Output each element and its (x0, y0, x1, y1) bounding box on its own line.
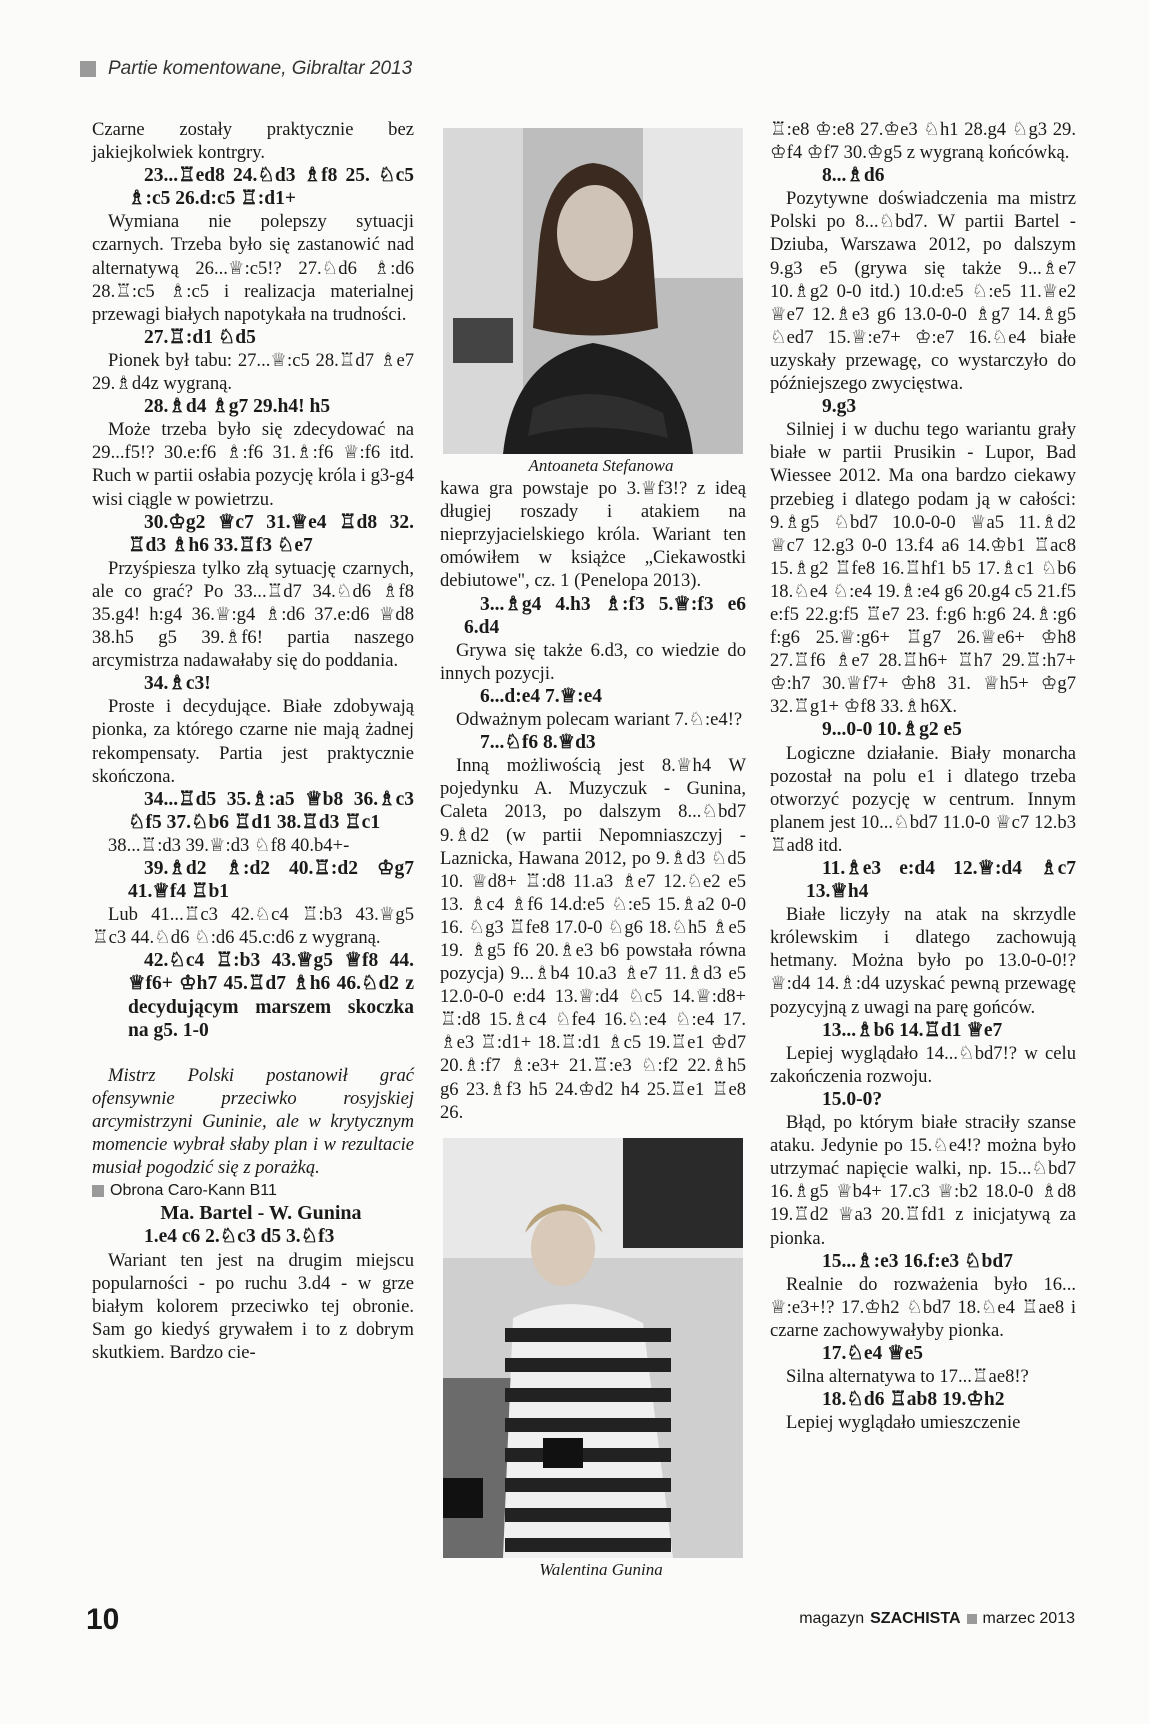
column-1 (92, 118, 414, 1364)
paragraph: Wymiana nie polepszy sytuacji czarnych. Trzeba było się zastanowić nad alternatywą 26...♕:c5!? 27.♘d6 ♗:d6 28.♖:c5 ♗:c5 i realizacja materialnej przewagi białych napotykała na trudności. (92, 211, 414, 325)
paragraph: Wariant ten jest na drugim miejscu popularności - po ruchu 3.d4 - w grze białym kolorem przeciwko tej obronie. Sam go kiedyś grywałem i to z dobrym skutkiem. Bardzo cie- (92, 1249, 414, 1363)
paragraph: ♖:e8 ♔:e8 27.♔e3 ♘h1 28.g4 ♘g3 29. ♔f4 ♔f7 30.♔g5 z wygraną końcówką. (770, 119, 1076, 164)
footer-square-icon (967, 1614, 977, 1624)
magazine-name: SZACHISTA (870, 1610, 961, 1627)
move-line: 6...d:e4 7.♕:e4 (480, 685, 602, 707)
move-line: 8...♗d6 (822, 165, 885, 187)
page-number: 10 (86, 1603, 120, 1636)
move-line: 15.0-0? (822, 1088, 883, 1110)
move-line: 9.g3 (822, 396, 857, 418)
move-line: 39.♗d2 ♗:d2 40.♖:d2 ♔g7 41.♕f4 ♖b1 (128, 858, 414, 903)
column-3 (770, 118, 1076, 1434)
photo-caption: Antoaneta Stefanowa (528, 456, 674, 475)
magazine-footer (799, 1610, 1075, 1628)
move-line: 42.♘c4 ♖:b3 43.♕g5 ♕f8 44. ♕f6+ ♔h7 45.♖d7 ♗h6 46.♘d2 z decydującym marszem skoczka na g5. 1-0 (128, 950, 414, 1041)
paragraph: Pozytywne doświadczenia ma mistrz Polski po 8...♘bd7. W partii Bartel - Dziuba, Warszawa 2012, po dalszym 9.g3 e5 (grywa się także 9...♗e7 10.♗g2 0-0 itd.) 10.d:e5 ♘:e5 11.♕e2 ♕e7 12.♗e3 g6 13.0-0-0 ♗g7 14.♗g5 ♘ed7 15.♕:e7+ ♔:e7 16.♘e4 białe uzyskały przewagę, co wystarczyło do późniejszego zwycięstwa. (770, 188, 1076, 395)
paragraph: Logiczne działanie. Biały monarcha pozostał na polu e1 i dlatego trzeba otworzyć pozycję w centrum. Innym planem jest 10...♘bd7 11.0-0 ♕c7 12.b3 ♖ad8 itd. (770, 742, 1076, 856)
game-players: Ma. Bartel - W. Gunina (160, 1202, 362, 1225)
paragraph: Białe liczyły na atak na skrzydle królewskim i dlatego zachowują hetmany. Można było po 13.0-0-0!? ♕:d4 14.♗:d4 uzyskać pewną przewagę pozycyjną z uwagi na parę gońców. (770, 904, 1076, 1018)
magazine-prefix: magazyn (799, 1610, 865, 1627)
paragraph: Realnie do rozważenia było 16... ♕:e3+!? 17.♔h2 ♘bd7 18.♘e4 ♖ae8 i czarne zachowywałyby pionka. (770, 1273, 1076, 1341)
paragraph: Błąd, po którym białe straciły szanse ataku. Jedynie po 15.♘e4!? można było utrzymać napięcie walki, np. 15...♘bd7 16.♗g5 ♕b4+ 17.c3 ♕:b2 18.0-0 ♗d8 19.♖d2 ♕a3 20.♖fd1 z inicjatywą za pionka. (770, 1112, 1076, 1249)
photo-caption: Walentina Gunina (539, 1559, 663, 1579)
portrait-image (443, 128, 743, 454)
move-line: 15...♗:e3 16.f:e3 ♘bd7 (822, 1250, 1013, 1272)
opening-label (92, 1179, 414, 1202)
opening-square-icon (92, 1185, 104, 1197)
paragraph: Może trzeba było się zdecydować na 29...f5!? 30.e:f6 ♗:f6 31.♗:f6 ♕:f6 itd. Ruch w partii osłabia pozycję króla i g3-g4 wisi ciągle w powietrzu. (92, 419, 414, 510)
move-line: 18.♘d6 ♖ab8 19.♔h2 (822, 1389, 1005, 1411)
paragraph: Grywa się także 6.d3, co wiedzie do innych pozycji. (440, 639, 746, 684)
issue-date: marzec 2013 (982, 1610, 1075, 1627)
paragraph: kawa gra powstaje po 3.♕f3!? z ideą długiej roszady i atakiem na nieprzyjacielskiego króla. Wariant ten omówiłem w książce „Ciekawostki debiutowe", cz. 1 (Penelopa 2013). (440, 478, 746, 592)
paragraph: Lub 41...♖c3 42.♘c4 ♖:b3 43.♕g5 ♖c3 44.♘d6 ♘:d6 45.c:d6 z wygraną. (92, 904, 414, 949)
paragraph: Silna alternatywa to 17...♖ae8!? (786, 1366, 1029, 1388)
header-square-icon (80, 61, 96, 77)
move-line: 13...♗b6 14.♖d1 ♕e7 (822, 1019, 1003, 1041)
paragraph: Proste i decydujące. Białe zdobywają pionka, za którego czarne nie mają żadnej rekompensaty. Partia jest praktycznie skończona. (92, 696, 414, 787)
opening-name: Obrona Caro-Kann B11 (110, 1182, 277, 1200)
move-line: 28.♗d4 ♗g7 29.h4! h5 (144, 396, 331, 418)
paragraph: Inną możliwością jest 8.♕h4 W pojedynku A. Muzyczuk - Gunina, Caleta 2013, po dalszym 8...♘bd7 9.♗d2 (w partii Nepomniaszczyj - Laznicka, Hawana 2012, po 9.♗d3 ♘d5 10. ♕d8+ ♖:d8 11.a3 ♗e7 12.♘e2 e5 13. ♗c4 ♗f6 14.d:e5 ♘:e5 15.♗a2 0-0 16. ♘g3 ♖fe8 17.0-0 ♘g6 18.♘h5 ♗e5 19. ♗g5 f6 20.♗e3 b6 powstała równa pozycja) 9...♗b4 10.a3 ♗e7 11.♗d3 e5 12.0-0-0 e:d4 13.♕:d4 ♘c5 14.♕:d8+ ♖:d8 15.♗c4 ♘fe4 16.♘:e4 ♘:e4 17. ♗e3 ♖:d1+ 18.♖:d1 ♗c5 19.♖e1 ♔d7 20.♗:f7 ♗:e3+ 21.♖:e3 ♘:f2 22.♗h5 g6 23.♗f3 h5 24.♔d2 h4 25.♖e1 ♖e8 26. (440, 755, 746, 1123)
running-header (80, 58, 412, 80)
paragraph: Lepiej wyglądało 14...♘bd7!? w celu zakończenia rozwoju. (770, 1042, 1076, 1087)
paragraph: Przyśpiesza tylko złą sytuację czarnych, ale co grać? Po 33...♖d7 34.♘d6 ♗f8 35.g4! h:g4 36.♕:g4 ♗:d6 37.e:d6 ♕d8 38.h5 g5 39.♗f6! partia naszego arcymistrza nadawałaby się do poddania. (92, 557, 414, 672)
move-line: 17.♘e4 ♕e5 (822, 1342, 924, 1364)
paragraph: Odważnym polecam wariant 7.♘:e4!? (456, 709, 743, 731)
move-line: 23...♖ed8 24.♘d3 ♗f8 25. ♘c5 ♗:c5 26.d:c5 ♖:d1+ (128, 165, 414, 210)
paragraph: Pionek był tabu: 27...♕:c5 28.♖d7 ♗e7 29.♗d4z wygraną. (92, 349, 414, 395)
photo-stefanowa (443, 128, 743, 454)
move-line: 7...♘f6 8.♕d3 (480, 732, 596, 754)
photo-gunina (443, 1138, 743, 1558)
move-line: 1.e4 c6 2.♘c3 d5 3.♘f3 (144, 1226, 335, 1248)
paragraph: Czarne zostały praktycznie bez jakiejkolwiek kontrgry. (92, 119, 414, 164)
paragraph: Lepiej wyglądało umieszczenie (786, 1412, 1021, 1434)
move-line: 30.♔g2 ♕c7 31.♕e4 ♖d8 32. ♖d3 ♗h6 33.♖f3 ♘e7 (128, 511, 414, 556)
player-image (443, 1138, 743, 1558)
move-line: 27.♖:d1 ♘d5 (144, 326, 256, 348)
move-line: 11.♗e3 e:d4 12.♕:d4 ♗c7 13.♕h4 (806, 858, 1076, 903)
game-intro: Mistrz Polski postanowił grać ofensywnie przeciwko rosyjskiej arcymistrzyni Guninie, ale w krytycznym momencie wybrał słaby plan i w rezultacie musiał pogodzić się z porażką. (92, 1064, 414, 1179)
column-2 (440, 128, 746, 1581)
move-line: 34...♖d5 35.♗:a5 ♕b8 36.♗c3 ♘f5 37.♘b6 ♖d1 38.♖d3 ♖c1 (128, 788, 414, 833)
paragraph: 38...♖:d3 39.♕:d3 ♘f8 40.b4+- (108, 834, 350, 856)
move-line: 9...0-0 10.♗g2 e5 (822, 719, 962, 741)
move-line: 34.♗c3! (144, 673, 211, 695)
move-line: 3...♗g4 4.h3 ♗:f3 5.♕:f3 e6 6.d4 (464, 593, 746, 638)
header-title: Partie komentowane, Gibraltar 2013 (108, 58, 413, 79)
paragraph: Silniej i w duchu tego wariantu grały białe w partii Prusikin - Lupor, Bad Wiessee 2012. Ma ona bardzo ciekawy przebieg i dlatego podam ją w całości: 9.♗g5 ♘bd7 10.0-0-0 ♕a5 11.♗d2 ♕c7 12.g3 0-0 13.f4 a6 14.♔b1 ♖ac8 15.♗g2 ♖fe8 16.♖hf1 b5 17.♗c1 ♘b6 18.♘e4 ♘:e4 19.♗:e4 g6 20.g4 c5 21.f5 e:f5 22.g:f5 ♖e7 23. f:g6 h:g6 24.♗:g6 f:g6 25.♕:g6+ ♖g7 26.♕e6+ ♔h8 27.♖f6 ♗e7 28.♖h6+ ♖h7 29.♖:h7+ ♔:h7 30.♕f7+ ♔h8 31. ♕h5+ ♔g7 32.♖g1+ ♔f8 33.♗h6X. (770, 419, 1076, 718)
